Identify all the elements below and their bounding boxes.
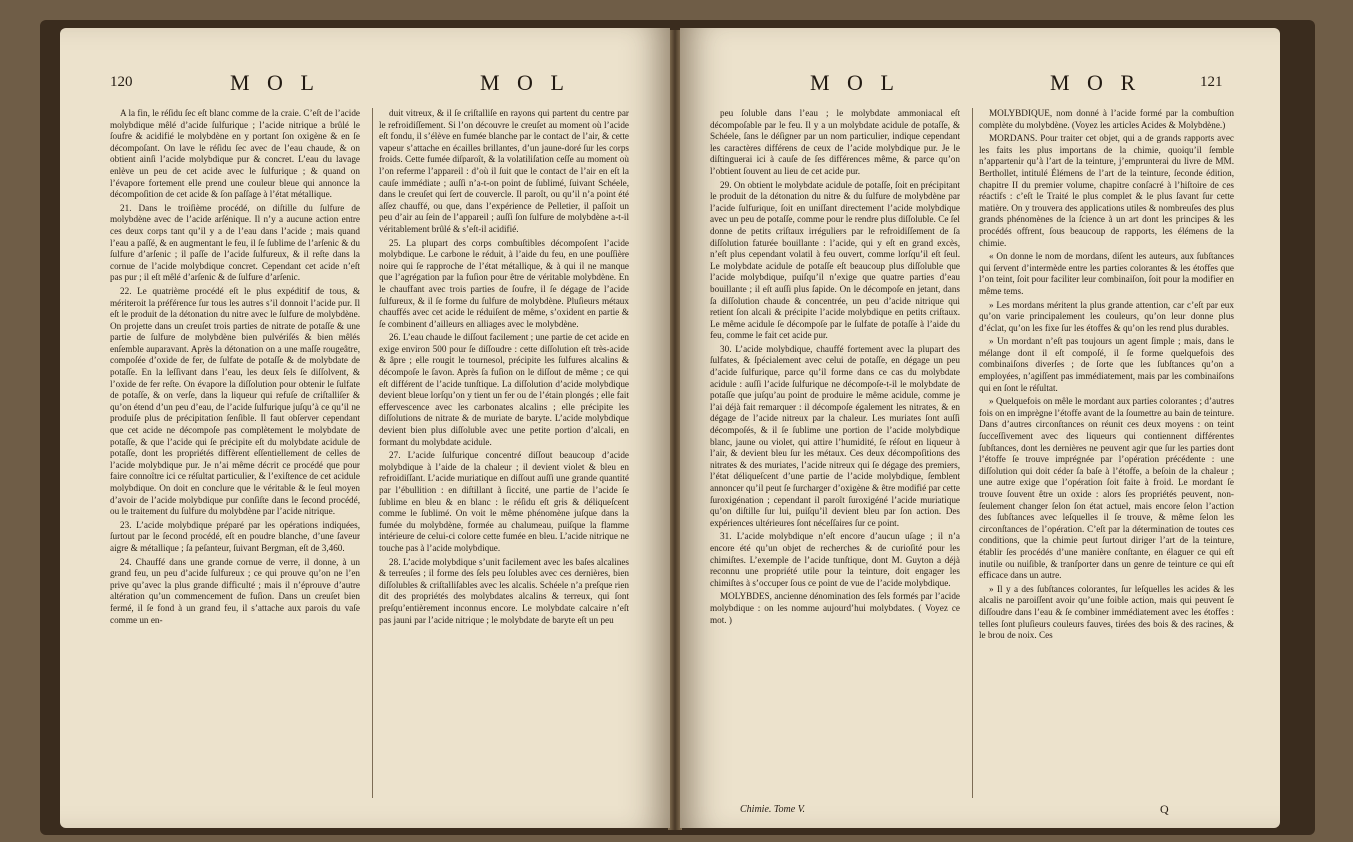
left-column-1 <box>110 108 360 798</box>
paragraph: MOLYBDES, ancienne dénomination des ſels formés par l’acide molybdique : on les nomme aujourd’hui molybdates. ( Voyez ce mot. ) <box>710 591 960 625</box>
paragraph: « On donne le nom de mordans, diſent les auteurs, aux ſubſtances qui ſervent d’intermède entre les parties colorantes & les étoffes que l’on teint, ſoit pour faciliter leur combinaiſon, ſoit pour la modifier en même tems. <box>979 251 1234 296</box>
paragraph: 26. L’eau chaude le diſſout facilement ; une partie de cet acide en exige environ 500 pour ſe diſſoudre : cette diſſolution eſt très-acide & âpre ; elle rougit le tournesol, précipite les ſulfures alcalins & décompoſe le ſavon. Après ſa fuſion on le diſſout de même ; ce qui eſt différent de l’acide tunſtique. La diſſolution d’acide molybdique devient bleue lorſqu’on y tient un fer ou de l’étain plongés ; elle fait effervescence avec les carbonates alcalins ; elle précipite les diſſolutions de nitrate & de muriate de baryte. L’acide molybdique devient bien plus diſſoluble avec une petite portion d’alcali, en formant du molybdate acidule. <box>379 332 629 447</box>
right-head-word-1: M O L <box>810 70 900 95</box>
paragraph: 25. La plupart des corps combuſtibles décompoſent l’acide molybdique. Le carbone le réduit, à l’aide du feu, en une pouſſière noire qui ſe rapproche de l’état métallique, & à qui il ne manque que l’agrégation par la fuſion pour être de véritable molybdène. En le chauffant avec trois parties de ſoufre, il ſe dégage de l’acide ſulfureux, & il ſe forme du ſulfure de molybdène. Pluſieurs métaux chauffés avec cet acide le réduiſent de même, s’oxident en partie & ſe combinent d’ailleurs en alliages avec le molybdène. <box>379 237 629 329</box>
paragraph: MORDANS. Pour traiter cet objet, qui a de grands rapports avec les faits les plus importans de la chimie, quoiqu’il ſemble n’appartenir qu’à l’art de la teinture, j’emprunterai du livre de MM. Berthollet, intitulé Élémens de l’art de la teinture, ſeconde édition, chapitre II du premier volume, chapitre conſacré à l’hiſtoire de ces réactifs : c’eſt le Traité le plus complet & le plus ſavant ſur cette matière. On y trouvera des applications utiles & nombreuſes des plus grands phénomènes de la ſcience à un art dont les principes & les procédés offrent, ſous beaucoup de rapports, les élémens de la chimie. <box>979 133 1234 248</box>
paragraph: 21. Dans le troiſième procédé, on diſtille du ſulfure de molybdène avec de l’acide arſénique. Il n’y a aucune action entre ces deux corps tant qu’il y a de l’eau dans l’acide ; mais quand l’eau a paſſé, & en augmentant le feu, il ſe ſublime de l’arſenic & du ſulfure d’arſenic ; il paſſe de l’acide ſulfureux, & il reſte dans la cornue de l’acide molybdique concret. Cependant cet acide n’eſt pas pur ; il eſt mêlé d’arſenic & de ſulfure d’arſenic. <box>110 202 360 283</box>
paragraph: » Il y a des ſubſtances colorantes, ſur leſquelles les acides & les alcalis ne paroiſſent avoir qu’une foible action, mais qui peuvent ſe diſſoudre dans l’eau & ſe combiner immédiatement avec les étoffes : telles ſont pluſieurs couleurs fauves, tirées des bois & des racines, & le brou de noix. Ces <box>979 583 1234 641</box>
right-column-1 <box>710 108 960 798</box>
paragraph: 24. Chauffé dans une grande cornue de verre, il donne, à un grand feu, un peu d’acide ſulfureux ; ce qui prouve qu’on ne l’en prive qu’avec la plus grande difficulté ; mais il n’éprouve d’autre altération qu’un commencement de fuſion. Dans un creuſet bien fermé, il ſe fond à un grand feu, il s’attache aux parois du vaſe comme un en- <box>110 556 360 625</box>
left-page-number: 120 <box>110 74 133 90</box>
paragraph: 29. On obtient le molybdate acidule de potaſſe, ſoit en précipitant le produit de la détonation du nitre & du ſulfure de molybdène par l’acide ſulfurique, ſoit en uniſſant directement l’acide molybdique avec un peu de potaſſe, comme pour le rendre plus diſſoluble. Ce ſel donne de petits criſtaux irréguliers par le refroidiſſement de ſa diſſolution faturée bouillante : l’acide, qui y eſt en grand excès, n’eſt plus cependant volatil à feu ouvert, comme lorſqu’il eſt ſeul. Le molybdate acidule de potaſſe eſt beaucoup plus diſſoluble que l’acide molybdique, puiſqu’il n’exige que quatre parties d’eau bouillante ; il eſt auſſi plus ſapide. On le décompoſe en jetant, dans ſa diſſolution chaude & concentrée, un peu d’acide nitrique qui retient ſon alcali & précipite l’acide molybdique en petits criſtaux. Le même acidule ſe décompoſe par le ſulfate de potaſſe à l’aide du feu, comme le fait cet acide pur. <box>710 179 960 341</box>
right-head-word-2: M O R <box>1050 70 1142 95</box>
left-running-head <box>60 70 670 100</box>
left-head-word-1: M O L <box>230 70 320 95</box>
signature-mark: Q <box>1160 802 1169 816</box>
paragraph: 28. L’acide molybdique s’unit facilement avec les baſes alcalines & terreuſes ; il forme des ſels peu ſolubles avec ces dernières, bien diſſolubles & criſtalliſables avec les alcalis. Schéele n’a preſque rien dit des propriétés des molybdates alcalins & terreux, qui ſont preſqu’entièrement inconnus encore. Le molybdate calcaire n’eſt pas jauni par l’acide nitrique ; le molybdate de baryte eſt un peu <box>379 556 629 625</box>
paragraph: » Les mordans méritent la plus grande attention, car c’eſt par eux qu’on varie principalement les couleurs, qu’on leur donne plus d’éclat, qu’on les fixe ſur les étoffes & qu’on les rend plus durables. <box>979 299 1234 333</box>
paragraph: » Quelquefois on mêle le mordant aux parties colorantes ; d’autres fois on en imprègne l’étoffe avant de la ſoumettre au bain de teinture. Dans d’autres circonſtances on réunit ces deux moyens : on teint ſucceſſivement avec des liqueurs qui contiennent différentes ſubſtances, dont les dernières ne peuvent agir que ſur les parties dont l’étoffe ſe trouve imprégnée par l’opération précédente : une diſſolution qui doit céder ſa baſe à l’étoffe, a beſoin de la chaleur ; une autre exige que l’opération ſoit faite à froid. Le mordant ſe trouve ſouvent être un oxide : alors ſes propriétés peuvent, non-ſeulement changer ſelon ſon état actuel, mais encore ſelon l’action des ſubſtances avec leſquelles il ſe trouve, & même ſelon les circonſtances de l’opération. C’eſt par la détermination de toutes ces conditions, que la chimie peut ſurtout diriger l’art de la teinture, établir ſes procédés d’une manière conſtante, en élaguer ce qui eſt inutile ou nuiſible, & tranſporter dans un genre de teinture ce qui eſt efficace dans un autre. <box>979 396 1234 581</box>
paragraph: 31. L’acide molybdique n’eſt encore d’aucun uſage ; il n’a encore été qu’un objet de recherches & de curioſité pour les chimiſtes. L’exemple de l’acide tunſtique, dont M. Guyton a déjà reconnu une propriété utile pour la teinture, doit engager les chimiſtes à s’occuper ſous ce point de vue de l’acide molybdique. <box>710 531 960 588</box>
right-running-head <box>680 70 1280 100</box>
right-column-2 <box>972 108 1234 798</box>
right-page-number: 121 <box>1200 74 1223 90</box>
paragraph: 27. L’acide ſulfurique concentré diſſout beaucoup d’acide molybdique à l’aide de la chaleur ; il devient violet & bleu en refroidiſſant. L’acide muriatique en diſſout auſſi une grande quantité par l’ébullition : en diſtillant à ſiccité, une partie de l’acide ſe ſublime en bleu & en blanc : le réſidu eſt gris & déliqueſcent comme le ſublimé. On voit le même phénomène juſque dans la fumée du molybdène, formée au chalumeau, puiſque la flamme intérieure de celui-ci colore cette fumée en bleu. L’acide nitrique ne touche pas à l’acide molybdique. <box>379 450 629 553</box>
paragraph: MOLYBDIQUE, nom donné à l’acide formé par la combuſtion complète du molybdène. (Voyez les articles Acides & Molybdène.) <box>979 108 1234 130</box>
paragraph: duit vitreux, & il ſe criſtalliſe en rayons qui partent du centre par le refroidiſſement. Si l’on découvre le creuſet au moment où l’acide eſt fondu, il s’élève en fumée blanche par le contact de l’air, & cette vapeur s’attache en écailles brillantes, d’un jaune-doré ſur les corps froids. Cette fumée diſparoît, & la volatiliſation ceſſe au moment où l’on referme l’appareil : d’où il ſuit que le contact de l’air en eſt la cauſe immédiate ; auſſi n’a-t-on point de ſublimé, ſuivant Schéele, dans le creuſet qui ſert de couvercle. Il paroît, ou qu’il n’a point été aſſez chauffé, ou que, dans l’expérience de Pelletier, il paſſoit un peu d’air au ſein de l’appareil ; auſſi ſon ſulfure de molybdène a-t-il véritablement brûlé & s’eſt-il acidifié. <box>379 108 629 234</box>
left-page <box>60 28 670 828</box>
paragraph: 22. Le quatrième procédé eſt le plus expéditif de tous, & mériteroit la préférence ſur tous les autres s’il donnoit l’acide pur. Il eſt le produit de la détonation du nitre avec le ſulfure de molybdène. On projette dans un creuſet trois parties de nitrate de potaſſe & une partie de ſulfure de molybdène bien pulvériſés & bien mêlés enſemble auparavant. Après la détonation on a une maſſe rougeâtre, compoſée d’oxide de fer, de ſulfate de potaſſe & de molybdate de potaſſe. En la leſſivant dans l’eau, les deux ſels ſe diſſolvent, & l’oxide de fer reſte. On évapore la diſſolution pour obtenir le ſulfate de potaſſe, & on verſe, dans la liqueur qui refuſe de criſtalliſer & qu’on étend d’un peu d’eau, de l’acide ſulfurique juſqu’à ce qu’il ne produiſe plus de précipitation ſenſible. Il faut obſerver cependant que cet acide ne décompoſe pas complètement le molybdate de potaſſe, & que l’acide qui ſe précipite eſt du molybdate acidule de potaſſe, dont les propriétés diffèrent eſſentiellement de celles de l’acide molybdique pur. Je n’ai même décrit ce procédé que pour faire connoître ici ce réſultat particulier, & l’exiſtence de cet acidule molybdique. On doit en conclure que le véritable & le ſeul moyen d’avoir de l’acide molybdique pur conſiſte dans le ſecond procédé, ou le traitement du ſulfure du molybdène par l’acide nitrique. <box>110 285 360 517</box>
page-footer: Chimie. Tome V. <box>740 804 806 815</box>
paragraph: 30. L’acide molybdique, chauffé fortement avec la plupart des ſulfates, & ſpécialement avec celui de potaſſe, en dégage un peu d’acide ſulfurique, parce qu’il forme dans ce cas du molybdate acidule : auſſi l’acide ſulfurique ne décompoſe-t-il le molybdate de potaſſe que juſqu’au point de produire le même acidule, comme je l’ai déjà fait remarquer : il décompoſe également les nitrates, & en dégage de l’acide nitreux par la chaleur. Les muriates ſont auſſi décompoſés, & il ſe ſublime une portion de l’acide molybdique blanc, jaune ou violet, qui attire l’humidité, ſe réſout en liqueur à l’air, & devient bleu ſur les métaux. Ces deux décompoſitions des nitrates & des muriates, l’acide nitreux qui ſe dégage des premiers, l’état déliqueſcent d’une partie de l’acide molybdique, ſemblent annoncer qu’il peut ſe ſurcharger d’oxigène & être modifié par cette ſuroxigénation ; cependant il paroît ſuroxigéné l’acide muriatique qu’on diſtille ſur lui, puiſqu’il devient bleu par ſon action. Des expériences ultérieures ſont néceſſaires ſur ce point. <box>710 343 960 528</box>
left-head-word-2: M O L <box>480 70 570 95</box>
paragraph: A la fin, le réſidu ſec eſt blanc comme de la craie. C’eſt de l’acide molybdique mêlé d’acide ſulfurique ; l’acide nitrique a brûlé le ſoufre & acidifié le molybdène en y portant ſon oxigène & en ſe décompoſant. On lave le réſidu ſec avec de l’eau chaude, & on obtient ainſi l’acide molybdique pur & concret. L’eau du lavage enlève un peu de cet acide avec le ſulfurique ; & quand on l’évapore fortement elle prend une couleur bleue qui annonce la décompoſition de cet acide & ſon paſſage à l’état métallique. <box>110 108 360 200</box>
left-column-2 <box>372 108 629 798</box>
paragraph: peu ſoluble dans l’eau ; le molybdate ammoniacal eſt décompoſable par le feu. Il y a un molybdate acidule de potaſſe, & Schéele, ſans le déſigner par un nom particulier, indique cependant les caractères différens de ceux de l’acide molybdique pur. Je le diſtinguerai ici à cauſe de ſes différences même, & parce qu’on l’obtient ſouvent au lieu de cet acide pur. <box>710 108 960 176</box>
paragraph: 23. L’acide molybdique préparé par les opérations indiquées, ſurtout par le ſecond procédé, eſt en poudre blanche, d’une ſaveur aigre & métallique ; ſa peſanteur, ſuivant Bergman, eſt de 3,460. <box>110 519 360 553</box>
paragraph: » Un mordant n’eſt pas toujours un agent ſimple ; mais, dans le mélange dont il eſt compoſé, il ſe forme quelquefois des combinaiſons diverſes ; de ſorte que les ſubſtances qu’on a employées, n’agiſſent pas immédiatement, mais par les combinaiſons qui en ſont le réſultat. <box>979 336 1234 393</box>
right-page <box>680 28 1280 828</box>
